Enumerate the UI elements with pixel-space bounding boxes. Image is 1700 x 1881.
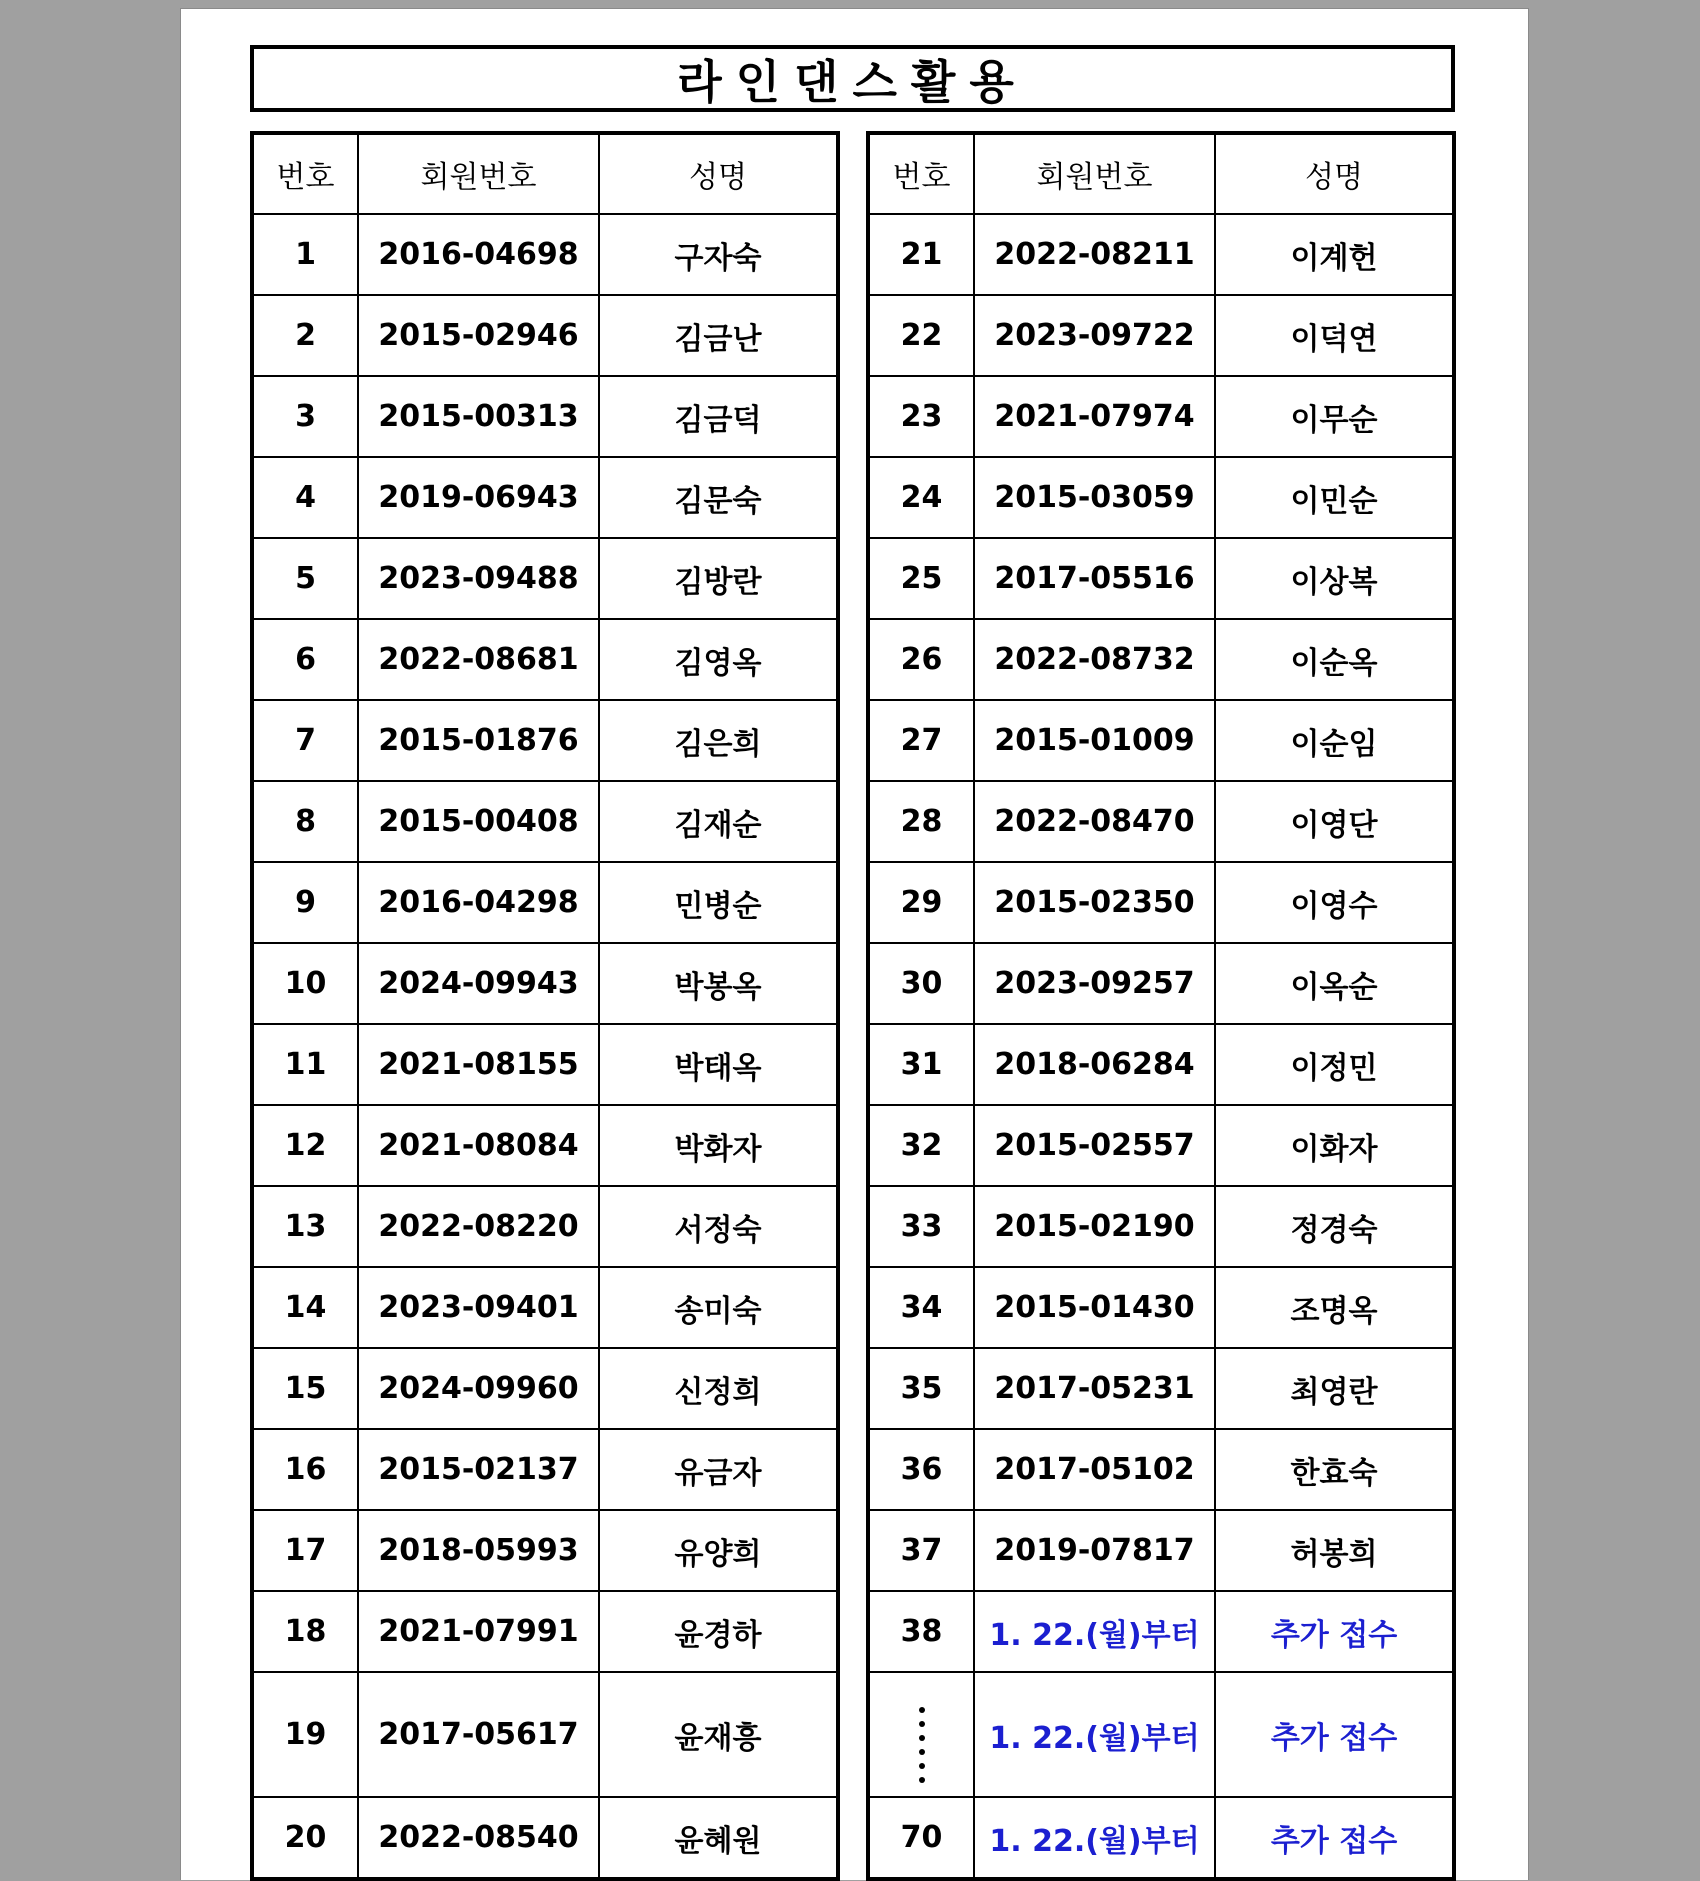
header-row <box>868 133 1454 214</box>
member-number: 2015-01430 <box>974 1267 1215 1348</box>
member-name: 김금덕 <box>599 376 838 457</box>
row-number: 38 <box>868 1591 974 1672</box>
row-number: 21 <box>868 214 974 295</box>
table-row <box>868 619 1454 700</box>
vertical-ellipsis-icon <box>919 1707 925 1783</box>
row-number: 7 <box>252 700 358 781</box>
row-number: 5 <box>252 538 358 619</box>
column-header: 성명 <box>599 133 838 214</box>
member-number: 2018-06284 <box>974 1024 1215 1105</box>
table-row <box>868 538 1454 619</box>
member-name: 이순옥 <box>1215 619 1454 700</box>
member-name: 이영수 <box>1215 862 1454 943</box>
member-name: 민병순 <box>599 862 838 943</box>
table-row <box>868 1797 1454 1879</box>
row-number: 1 <box>252 214 358 295</box>
document-title: 라인댄스활용 <box>250 45 1455 112</box>
table-row <box>252 862 838 943</box>
row-number: 11 <box>252 1024 358 1105</box>
table-row <box>252 1510 838 1591</box>
member-number: 2021-07991 <box>358 1591 599 1672</box>
table-row <box>868 1024 1454 1105</box>
member-name: 이옥순 <box>1215 943 1454 1024</box>
table-row <box>252 619 838 700</box>
row-number: 18 <box>252 1591 358 1672</box>
row-number: 15 <box>252 1348 358 1429</box>
row-number: 17 <box>252 1510 358 1591</box>
member-name: 이상복 <box>1215 538 1454 619</box>
table-row <box>868 781 1454 862</box>
table-row <box>252 538 838 619</box>
table-row <box>252 1591 838 1672</box>
member-number: 2023-09488 <box>358 538 599 619</box>
member-number: 2022-08211 <box>974 214 1215 295</box>
table-row <box>252 943 838 1024</box>
member-number: 1. 22.(월)부터 <box>974 1797 1215 1879</box>
row-number: 32 <box>868 1105 974 1186</box>
row-number: 70 <box>868 1797 974 1879</box>
row-number: 10 <box>252 943 358 1024</box>
row-number: 3 <box>252 376 358 457</box>
member-number: 2015-03059 <box>974 457 1215 538</box>
row-number: 20 <box>252 1797 358 1879</box>
table-row <box>868 1672 1454 1797</box>
member-number: 2022-08470 <box>974 781 1215 862</box>
table-row <box>868 1105 1454 1186</box>
member-number: 2017-05231 <box>974 1348 1215 1429</box>
row-number: 6 <box>252 619 358 700</box>
member-name: 추가 접수 <box>1215 1591 1454 1672</box>
member-name: 조명옥 <box>1215 1267 1454 1348</box>
member-name: 정경숙 <box>1215 1186 1454 1267</box>
member-number: 2017-05102 <box>974 1429 1215 1510</box>
member-number: 2021-07974 <box>974 376 1215 457</box>
member-number: 2015-02137 <box>358 1429 599 1510</box>
member-table-right <box>866 131 1456 1881</box>
member-number: 2019-06943 <box>358 457 599 538</box>
table-row <box>868 1186 1454 1267</box>
column-header: 회원번호 <box>358 133 599 214</box>
row-number: 12 <box>252 1105 358 1186</box>
member-name: 김영옥 <box>599 619 838 700</box>
row-number: 19 <box>252 1672 358 1797</box>
row-number: 24 <box>868 457 974 538</box>
column-header: 번호 <box>868 133 974 214</box>
table-row <box>868 295 1454 376</box>
header-row <box>252 133 838 214</box>
row-number: 31 <box>868 1024 974 1105</box>
member-number: 2015-02946 <box>358 295 599 376</box>
member-name: 서정숙 <box>599 1186 838 1267</box>
member-number: 2023-09722 <box>974 295 1215 376</box>
member-name: 신정희 <box>599 1348 838 1429</box>
member-name: 김재순 <box>599 781 838 862</box>
member-name: 이정민 <box>1215 1024 1454 1105</box>
row-number <box>868 1672 974 1797</box>
member-number: 2022-08732 <box>974 619 1215 700</box>
member-number: 2019-07817 <box>974 1510 1215 1591</box>
member-name: 윤혜원 <box>599 1797 838 1879</box>
member-number: 2015-02557 <box>974 1105 1215 1186</box>
table-row <box>868 214 1454 295</box>
row-number: 16 <box>252 1429 358 1510</box>
table-row <box>252 1267 838 1348</box>
member-name: 한효숙 <box>1215 1429 1454 1510</box>
table-row <box>252 295 838 376</box>
row-number: 8 <box>252 781 358 862</box>
row-number: 9 <box>252 862 358 943</box>
table-row <box>868 862 1454 943</box>
member-number: 2023-09257 <box>974 943 1215 1024</box>
member-name: 이계헌 <box>1215 214 1454 295</box>
table-row <box>868 1591 1454 1672</box>
member-number: 2015-00408 <box>358 781 599 862</box>
table-row <box>868 943 1454 1024</box>
row-number: 4 <box>252 457 358 538</box>
member-name: 유금자 <box>599 1429 838 1510</box>
row-number: 34 <box>868 1267 974 1348</box>
member-number: 2016-04698 <box>358 214 599 295</box>
table-row <box>868 700 1454 781</box>
member-number: 2024-09960 <box>358 1348 599 1429</box>
table-row <box>252 1429 838 1510</box>
member-name: 김문숙 <box>599 457 838 538</box>
member-number: 2015-00313 <box>358 376 599 457</box>
member-name: 구자숙 <box>599 214 838 295</box>
member-number: 1. 22.(월)부터 <box>974 1591 1215 1672</box>
member-name: 추가 접수 <box>1215 1672 1454 1797</box>
member-name: 박태옥 <box>599 1024 838 1105</box>
row-number: 13 <box>252 1186 358 1267</box>
member-number: 2022-08220 <box>358 1186 599 1267</box>
member-table-left <box>250 131 840 1881</box>
member-number: 2021-08084 <box>358 1105 599 1186</box>
table-row <box>868 1348 1454 1429</box>
table-row <box>868 1429 1454 1510</box>
column-header: 회원번호 <box>974 133 1215 214</box>
member-name: 추가 접수 <box>1215 1797 1454 1879</box>
member-name: 이화자 <box>1215 1105 1454 1186</box>
member-name: 최영란 <box>1215 1348 1454 1429</box>
table-row <box>868 457 1454 538</box>
member-number: 1. 22.(월)부터 <box>974 1672 1215 1797</box>
row-number: 14 <box>252 1267 358 1348</box>
table-row <box>252 700 838 781</box>
row-number: 33 <box>868 1186 974 1267</box>
member-name: 김방란 <box>599 538 838 619</box>
table-row <box>252 457 838 538</box>
row-number: 29 <box>868 862 974 943</box>
row-number: 22 <box>868 295 974 376</box>
member-name: 유양희 <box>599 1510 838 1591</box>
member-number: 2015-02350 <box>974 862 1215 943</box>
member-name: 윤경하 <box>599 1591 838 1672</box>
row-number: 30 <box>868 943 974 1024</box>
table-row <box>252 1672 838 1797</box>
member-number: 2015-02190 <box>974 1186 1215 1267</box>
table-row <box>868 376 1454 457</box>
row-number: 27 <box>868 700 974 781</box>
row-number: 35 <box>868 1348 974 1429</box>
member-name: 이순임 <box>1215 700 1454 781</box>
table-row <box>252 1024 838 1105</box>
table-row <box>868 1267 1454 1348</box>
member-name: 김금난 <box>599 295 838 376</box>
member-name: 김은희 <box>599 700 838 781</box>
member-name: 이덕연 <box>1215 295 1454 376</box>
row-number: 37 <box>868 1510 974 1591</box>
table-row <box>252 1105 838 1186</box>
member-name: 박봉옥 <box>599 943 838 1024</box>
member-number: 2016-04298 <box>358 862 599 943</box>
table-row <box>252 1348 838 1429</box>
member-name: 이민순 <box>1215 457 1454 538</box>
member-number: 2017-05617 <box>358 1672 599 1797</box>
row-number: 25 <box>868 538 974 619</box>
member-name: 이무순 <box>1215 376 1454 457</box>
table-row <box>252 214 838 295</box>
member-number: 2024-09943 <box>358 943 599 1024</box>
member-number: 2015-01876 <box>358 700 599 781</box>
member-number: 2022-08681 <box>358 619 599 700</box>
table-row <box>868 1510 1454 1591</box>
member-name: 윤재흥 <box>599 1672 838 1797</box>
table-row <box>252 1797 838 1879</box>
member-name: 박화자 <box>599 1105 838 1186</box>
member-number: 2015-01009 <box>974 700 1215 781</box>
member-number: 2023-09401 <box>358 1267 599 1348</box>
member-name: 이영단 <box>1215 781 1454 862</box>
column-header: 번호 <box>252 133 358 214</box>
row-number: 36 <box>868 1429 974 1510</box>
member-name: 허봉희 <box>1215 1510 1454 1591</box>
column-header: 성명 <box>1215 133 1454 214</box>
member-number: 2018-05993 <box>358 1510 599 1591</box>
table-row <box>252 1186 838 1267</box>
table-row <box>252 376 838 457</box>
row-number: 26 <box>868 619 974 700</box>
member-number: 2022-08540 <box>358 1797 599 1879</box>
row-number: 28 <box>868 781 974 862</box>
member-number: 2021-08155 <box>358 1024 599 1105</box>
member-name: 송미숙 <box>599 1267 838 1348</box>
row-number: 2 <box>252 295 358 376</box>
row-number: 23 <box>868 376 974 457</box>
member-number: 2017-05516 <box>974 538 1215 619</box>
table-row <box>252 781 838 862</box>
